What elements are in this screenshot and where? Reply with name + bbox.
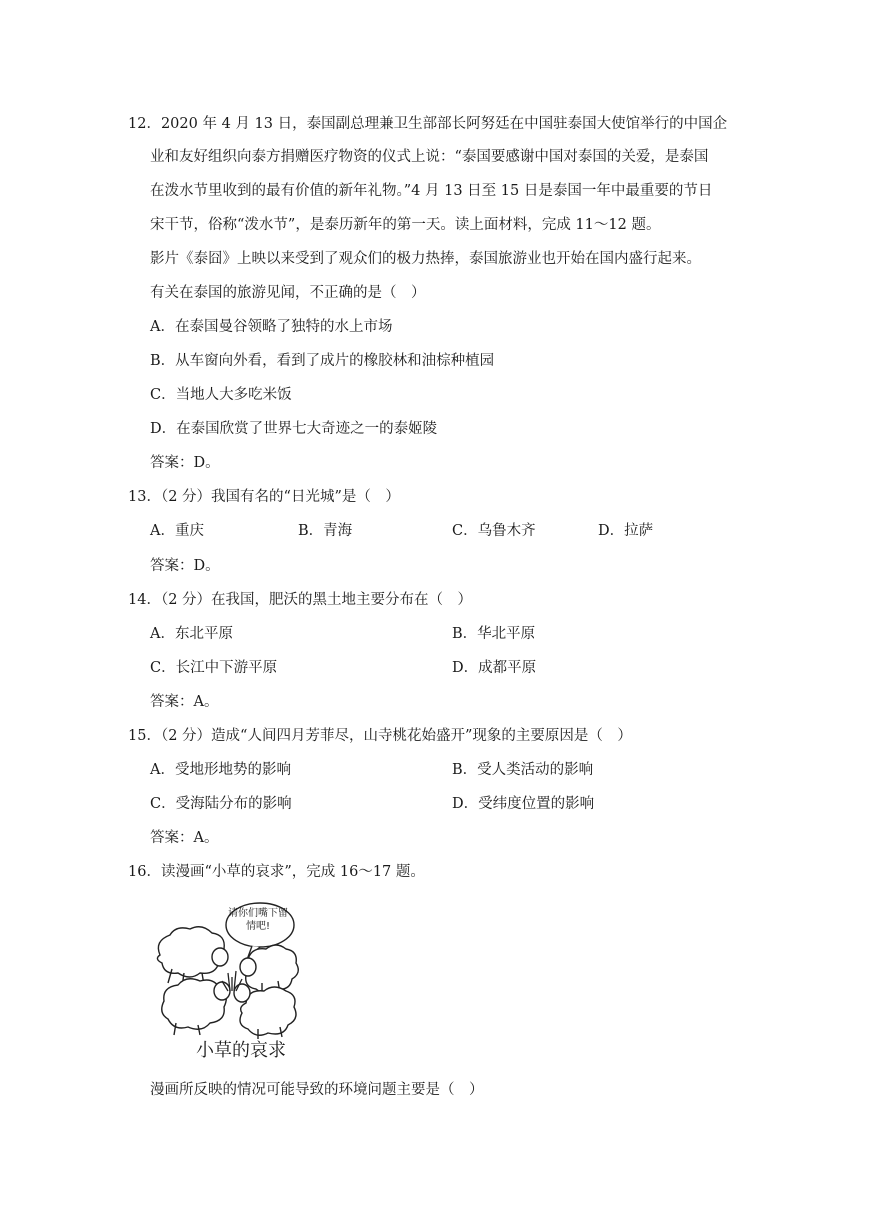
q13-option-c: C．乌鲁木齐 bbox=[452, 523, 536, 539]
q15-stem: 15．（2 分）造成“人间四月芳菲尽，山寺桃花始盛开”现象的主要原因是（ ） bbox=[128, 728, 632, 744]
q15-answer: 答案：A。 bbox=[150, 830, 219, 846]
q14-option-d: D．成都平原 bbox=[452, 660, 537, 676]
q12-option-c: C．当地人大多吃米饭 bbox=[150, 387, 292, 403]
q12-option-a: A．在泰国曼谷领略了独特的水上市场 bbox=[150, 319, 393, 335]
q12-line-6: 有关在泰国的旅游见闻，不正确的是（ ） bbox=[150, 285, 426, 301]
q12-answer: 答案：D。 bbox=[150, 455, 220, 471]
q13-answer: 答案：D。 bbox=[150, 558, 220, 574]
q12-option-d: D．在泰国欣赏了世界七大奇迹之一的泰姬陵 bbox=[150, 421, 438, 437]
q14-option-a: A．东北平原 bbox=[150, 626, 233, 642]
q14-option-b: B．华北平原 bbox=[452, 626, 536, 642]
q12-line-3: 在泼水节里收到的最有价值的新年礼物。”4 月 13 日至 15 日是泰国一年中最重要的节日 bbox=[150, 183, 713, 199]
q14-option-c: C．长江中下游平原 bbox=[150, 660, 278, 676]
q13-stem: 13．（2 分）我国有名的“日光城”是（ ） bbox=[128, 489, 400, 505]
q15-option-b: B．受人类活动的影响 bbox=[452, 762, 594, 778]
q13-option-a: A．重庆 bbox=[150, 523, 204, 539]
q14-stem: 14．（2 分）在我国，肥沃的黑土地主要分布在（ ） bbox=[128, 592, 473, 608]
q15-option-a: A．受地形地势的影响 bbox=[150, 762, 291, 778]
q12-line-4: 宋干节，俗称“泼水节”，是泰历新年的第一天。读上面材料，完成 11～12 题。 bbox=[150, 217, 661, 233]
sheep-bottom-right bbox=[234, 984, 296, 1039]
q12-line-5: 影片《泰囧》上映以来受到了观众们的极力热捧，泰国旅游业也开始在国内盛行起来。 bbox=[150, 251, 701, 267]
q13-option-d: D．拉萨 bbox=[598, 523, 654, 539]
q12-line-1: 12．2020 年 4 月 13 日，泰国副总理兼卫生部部长阿努廷在中国驻泰国大使馆举行的中国企 bbox=[128, 116, 728, 132]
q16-stem: 16．读漫画“小草的哀求”，完成 16～17 题。 bbox=[128, 864, 425, 880]
q14-answer: 答案：A。 bbox=[150, 694, 219, 710]
q15-option-c: C．受海陆分布的影响 bbox=[150, 796, 292, 812]
q12-line-2: 业和友好组织向泰方捐赠医疗物资的仪式上说：“泰国要感谢中国对泰国的关爱，是泰国 bbox=[150, 149, 709, 165]
q15-option-d: D．受纬度位置的影响 bbox=[452, 796, 595, 812]
sheep-bottom-left bbox=[162, 979, 230, 1035]
q12-option-b: B．从车窗向外看，看到了成片的橡胶林和油棕种植园 bbox=[150, 353, 495, 369]
speech-bubble-text: 请你们嘴下留情吧! bbox=[228, 908, 288, 932]
q16-question: 漫画所反映的情况可能导致的环境问题主要是（ ） bbox=[150, 1082, 484, 1098]
sheep-top-left bbox=[157, 927, 228, 987]
cartoon-caption: 小草的哀求 bbox=[196, 1040, 286, 1061]
q13-option-b: B．青海 bbox=[298, 523, 353, 539]
